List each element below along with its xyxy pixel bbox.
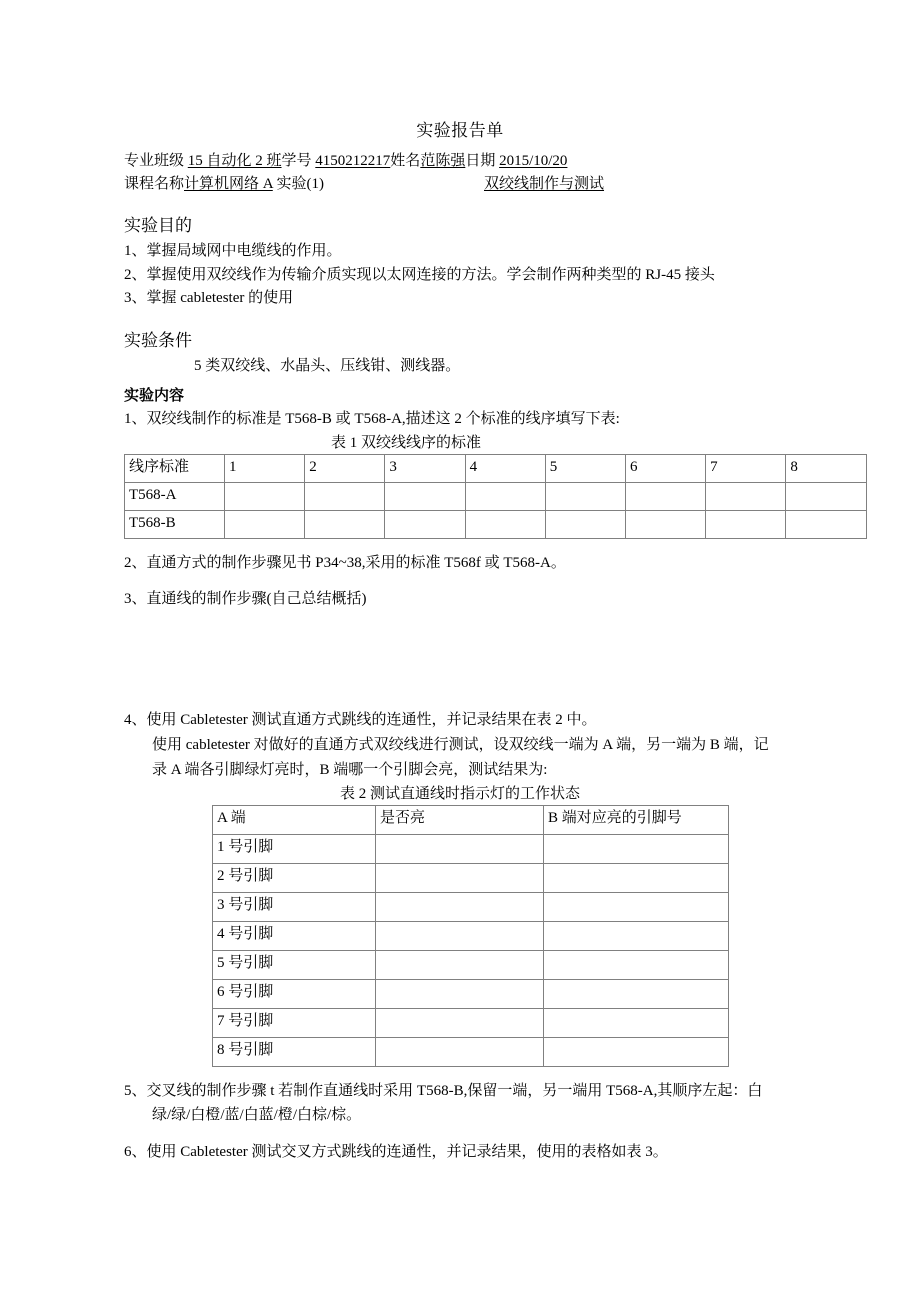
content-item-4: 4、使用 Cabletester 测试直通方式跳线的连通性，并记录结果在表 2 中。 [124,711,597,728]
table-row [213,1008,729,1037]
table-header-cell: 8 [786,454,866,482]
table-cell: 7 号引脚 [213,1008,376,1037]
table-cell[interactable] [544,1037,729,1066]
table-header-cell: 2 [305,454,385,482]
table-row [125,510,867,538]
table-cell[interactable] [544,863,729,892]
table-header-cell: 4 [465,454,545,482]
table-cell[interactable] [786,510,866,538]
table-row [213,892,729,921]
purpose-item-1: 1、掌握局域网中电缆线的作用。 [124,243,342,259]
table-2-wrapper [124,805,796,1067]
label-date: 日期 [465,153,496,169]
value-class: 15 自动化 2 班 [187,153,282,169]
table-cell[interactable] [544,892,729,921]
table-cell[interactable] [544,834,729,863]
table-cell[interactable] [544,1008,729,1037]
table-row [213,979,729,1008]
table-cell: 4 号引脚 [213,921,376,950]
label-student-id: 学号 [281,153,312,169]
table-cell[interactable] [225,482,305,510]
table-cell[interactable] [544,950,729,979]
header-meta-line-2 [124,173,796,196]
table-row-header [213,805,729,834]
section-heading-content: 实验内容 [124,388,185,404]
wire-order-standard-table [124,454,867,539]
table-cell: 6 号引脚 [213,979,376,1008]
table-cell[interactable] [786,482,866,510]
table-row-header [125,454,867,482]
table-cell: 5 号引脚 [213,950,376,979]
page-title: 实验报告单 [416,121,504,140]
table-cell[interactable] [706,482,786,510]
table-header-cell: A 端 [213,805,376,834]
table-cell[interactable] [545,482,625,510]
table-cell[interactable] [376,1037,544,1066]
table-header-cell: 线序标准 [125,454,225,482]
table-cell[interactable] [544,979,729,1008]
table-row [213,834,729,863]
experiment-title: 双绞线制作与测试 [484,176,605,192]
table-cell[interactable] [376,950,544,979]
content-item-4-sub-line-1: 使用 cabletester 对做好的直通方式双绞线进行测试，设双绞线一端为 A 端，另一端为 B 端，记 [152,736,769,753]
purpose-item-2: 2、掌握使用双绞线作为传输介质实现以太网连接的方法。学会制作两种类型的 RJ-45 接头 [124,266,715,283]
document-body [124,118,796,1165]
conditions-text: 5 类双绞线、水晶头、压线钳、测线器。 [194,357,461,374]
table-row [125,482,867,510]
section-heading-conditions: 实验条件 [124,330,192,350]
label-name: 姓名 [390,153,421,169]
section-heading-purpose: 实验目的 [124,216,192,235]
content-item-5-line-1: 5、交叉线的制作步骤 t 若制作直通线时采用 T568-B,保留一端，另一端用 T568-A,其顺序左起：白 [124,1082,763,1099]
table-row [213,950,729,979]
value-course: 计算机网络 A [184,176,273,192]
table-cell[interactable] [385,482,465,510]
table-cell: T568-B [125,510,225,538]
straight-cable-indicator-table [212,805,729,1067]
table-cell: 8 号引脚 [213,1037,376,1066]
table-header-cell: B 端对应亮的引脚号 [544,805,729,834]
content-item-5-line-2: 绿/绿/白橙/蓝/白蓝/橙/白棕/棕。 [152,1107,362,1123]
value-date: 2015/10/20 [499,153,568,169]
content-item-4-sub-line-2: 录 A 端各引脚绿灯亮时，B 端哪一个引脚会亮，测试结果为: [152,761,548,778]
table-cell[interactable] [376,834,544,863]
table-cell[interactable] [625,482,705,510]
content-item-3: 3、直通线的制作步骤(自己总结概括) [124,591,367,607]
header-meta-line-1 [124,150,796,173]
purpose-item-3: 3、掌握 cabletester 的使用 [124,290,294,306]
value-student-id: 4150212217 [315,153,391,169]
table-cell[interactable] [385,510,465,538]
table-cell[interactable] [376,892,544,921]
table-header-cell: 3 [385,454,465,482]
content-item-1: 1、双绞线制作的标准是 T568-B 或 T568-A,描述这 2 个标准的线序填写下表: [124,411,620,427]
content-item-6: 6、使用 Cabletester 测试交叉方式跳线的连通性，并记录结果，使用的表格如表 3。 [124,1144,668,1160]
table-cell[interactable] [376,921,544,950]
table-cell[interactable] [305,510,385,538]
table-cell[interactable] [376,863,544,892]
table-row [213,921,729,950]
table-header-cell: 5 [545,454,625,482]
table-cell[interactable] [625,510,705,538]
table-cell: 2 号引脚 [213,863,376,892]
label-course: 课程名称 [124,176,185,192]
table-header-cell: 1 [225,454,305,482]
table-cell[interactable] [305,482,385,510]
value-name: 范陈强 [420,153,466,169]
table-cell[interactable] [544,921,729,950]
table-cell[interactable] [376,979,544,1008]
table-row [213,1037,729,1066]
table-cell[interactable] [225,510,305,538]
answer-blank-area [124,612,796,708]
table-cell[interactable] [465,510,545,538]
table-cell[interactable] [376,1008,544,1037]
table-1-caption: 表 1 双绞线线序的标准 [330,434,481,451]
table-header-cell: 6 [625,454,705,482]
table-cell: T568-A [125,482,225,510]
content-item-2: 2、直通方式的制作步骤见书 P34~38,采用的标准 T568f 或 T568-A。 [124,554,566,571]
label-class: 专业班级 [124,153,185,169]
table-header-cell: 是否亮 [376,805,544,834]
table-header-cell: 7 [706,454,786,482]
table-cell: 1 号引脚 [213,834,376,863]
table-cell[interactable] [465,482,545,510]
table-row [213,863,729,892]
table-cell[interactable] [545,510,625,538]
table-cell: 3 号引脚 [213,892,376,921]
experiment-number: 实验(1) [276,176,325,192]
table-2-caption: 表 2 测试直通线时指示灯的工作状态 [339,785,580,802]
table-cell[interactable] [706,510,786,538]
